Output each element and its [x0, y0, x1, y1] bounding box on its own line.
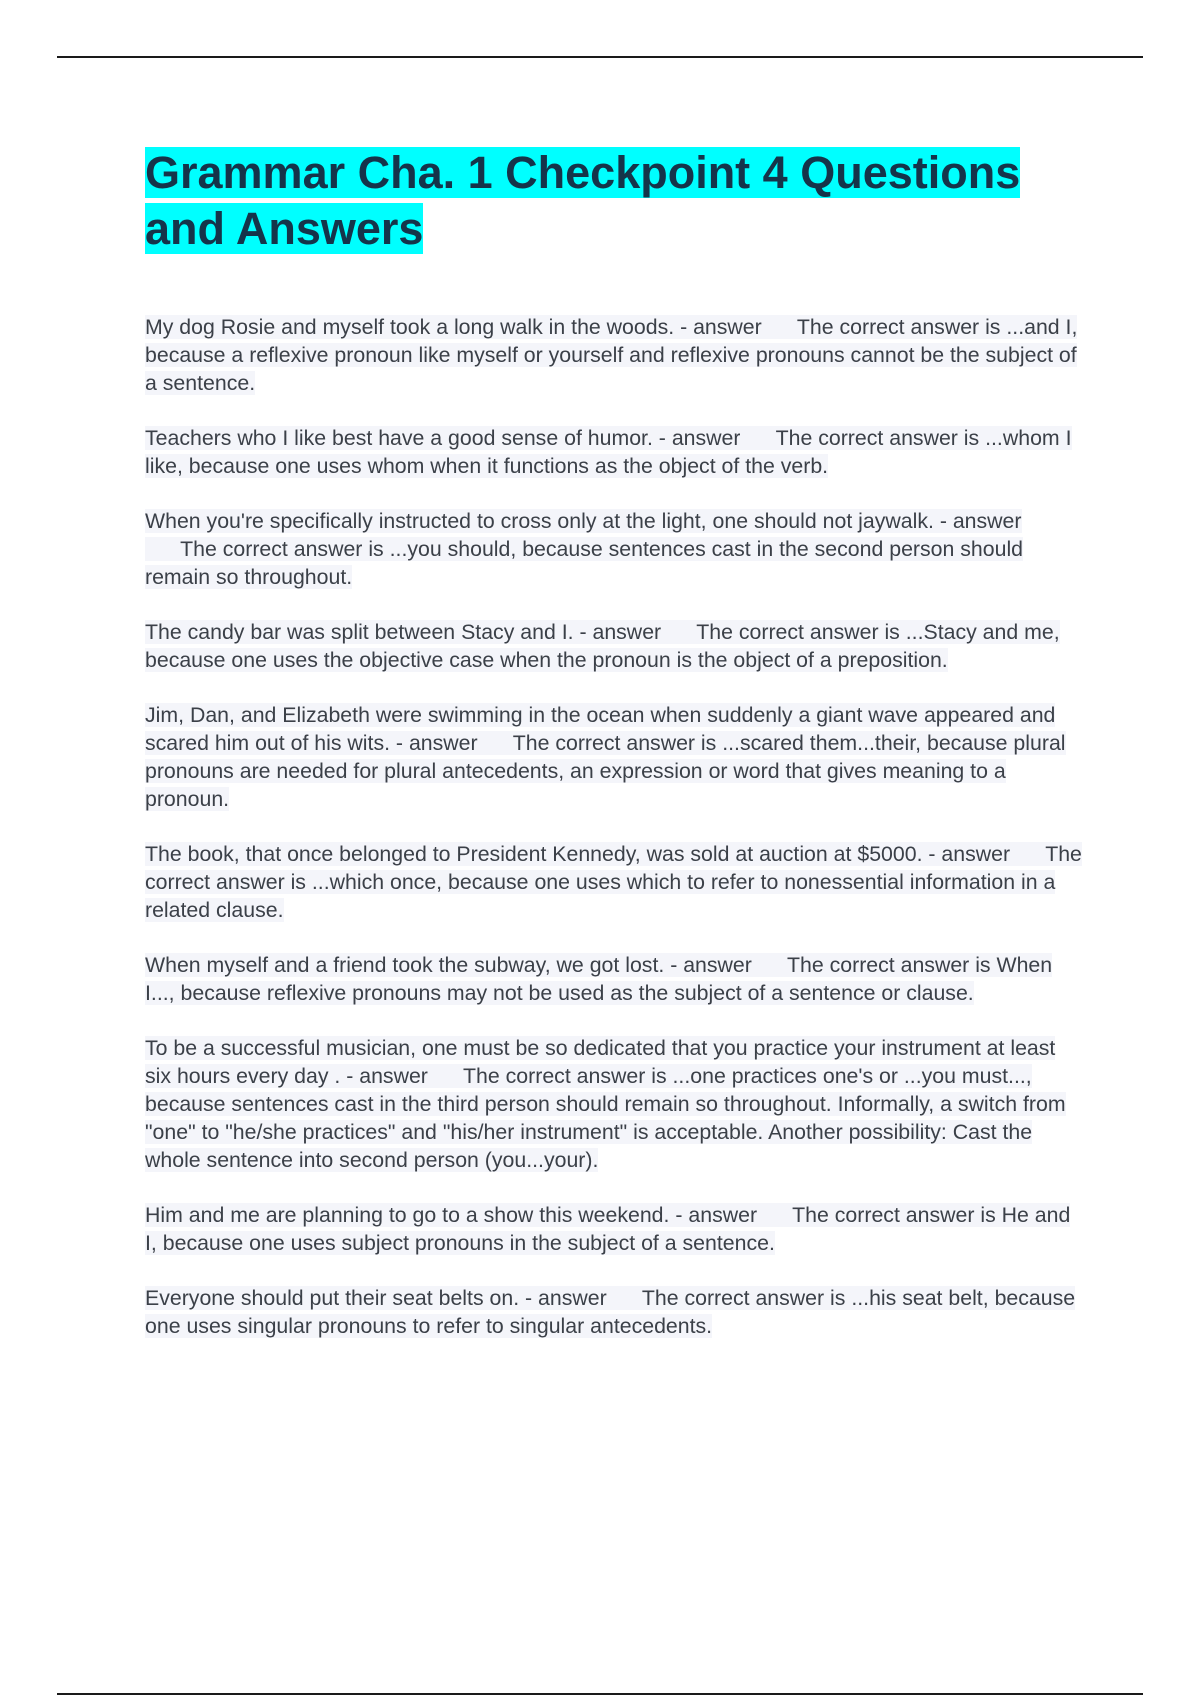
answer-separator: - answer [664, 953, 752, 977]
question-text: When myself and a friend took the subway, we got lost. [145, 953, 665, 977]
qa-item [145, 507, 1085, 591]
question-text: Teachers who I like best have a good sense of humor. [145, 426, 653, 450]
qa-item [145, 1284, 1085, 1340]
qa-item [145, 701, 1085, 813]
question-text: Everyone should put their seat belts on. [145, 1286, 520, 1310]
document-body [145, 145, 1085, 1367]
answer-separator: - answer [340, 1064, 428, 1088]
qa-item [145, 1034, 1085, 1174]
answer-text: The correct answer is ...and I, because a reflexive pronoun like myself or yourself and reflexive pronouns cannot be the subject of a sentence. [145, 315, 1078, 395]
answer-text: The correct answer is ...which once, because one uses which to refer to nonessential information in a related clause. [145, 842, 1082, 922]
question-text: The candy bar was split between Stacy and I. [145, 620, 574, 644]
question-text: Jim, Dan, and Elizabeth were swimming in the ocean when suddenly a giant wave appeared and scared him out of his wits. [145, 703, 1056, 755]
answer-separator: - answer [519, 1286, 607, 1310]
qa-item [145, 840, 1085, 924]
question-text: My dog Rosie and myself took a long walk in the woods. [145, 315, 675, 339]
document-title-text: Grammar Cha. 1 Checkpoint 4 Questions and Answers [145, 147, 1021, 254]
answer-separator: - answer [652, 426, 741, 450]
qa-item [145, 1201, 1085, 1257]
qa-item [145, 424, 1085, 480]
answer-text: The correct answer is When I..., because reflexive pronouns may not be used as the subject of a sentence or clause. [145, 953, 1053, 1005]
answer-separator: - answer [933, 509, 1022, 533]
answer-separator: - answer [573, 620, 662, 644]
answer-text: The correct answer is ...one practices one's or ...you must..., because sentences cast in the third person should remain so throughout. Informally, a switch from "one" to "he/she practices" and "his/her instrument" is acceptable. Another possibility: Cast the whole sentence into second person (you...your). [145, 1064, 1066, 1172]
qa-item [145, 618, 1085, 674]
top-rule [57, 56, 1143, 58]
answer-separator: - answer [922, 842, 1011, 866]
question-text: When you're specifically instructed to cross only at the light, one should not jaywalk. [145, 509, 934, 533]
answer-separator: - answer [390, 731, 478, 755]
qa-item [145, 313, 1085, 397]
question-text: Him and me are planning to go to a show this weekend. [145, 1203, 670, 1227]
answer-text: The correct answer is ...whom I like, because one uses whom when it functions as the object of the verb. [145, 426, 1072, 478]
answer-separator: - answer [674, 315, 762, 339]
answer-text: The correct answer is He and I, because one uses subject pronouns in the subject of a sentence. [145, 1203, 1071, 1255]
document-title [145, 145, 1085, 257]
question-text: To be a successful musician, one must be so dedicated that you practice your instrument at least six hours every day . [145, 1036, 1056, 1088]
answer-text: The correct answer is ...his seat belt, because one uses singular pronouns to refer to singular antecedents. [145, 1286, 1076, 1338]
answer-separator: - answer [669, 1203, 758, 1227]
question-text: The book, that once belonged to President Kennedy, was sold at auction at $5000. [145, 842, 923, 866]
qa-list [145, 313, 1085, 1340]
answer-text: The correct answer is ...scared them...their, because plural pronouns are needed for plural antecedents, an expression or word that gives meaning to a pronoun. [145, 731, 1066, 811]
qa-item [145, 951, 1085, 1007]
answer-text: The correct answer is ...you should, because sentences cast in the second person should remain so throughout. [145, 537, 1024, 589]
bottom-rule [57, 1693, 1143, 1695]
answer-text: The correct answer is ...Stacy and me, because one uses the objective case when the pronoun is the object of a preposition. [145, 620, 1060, 672]
